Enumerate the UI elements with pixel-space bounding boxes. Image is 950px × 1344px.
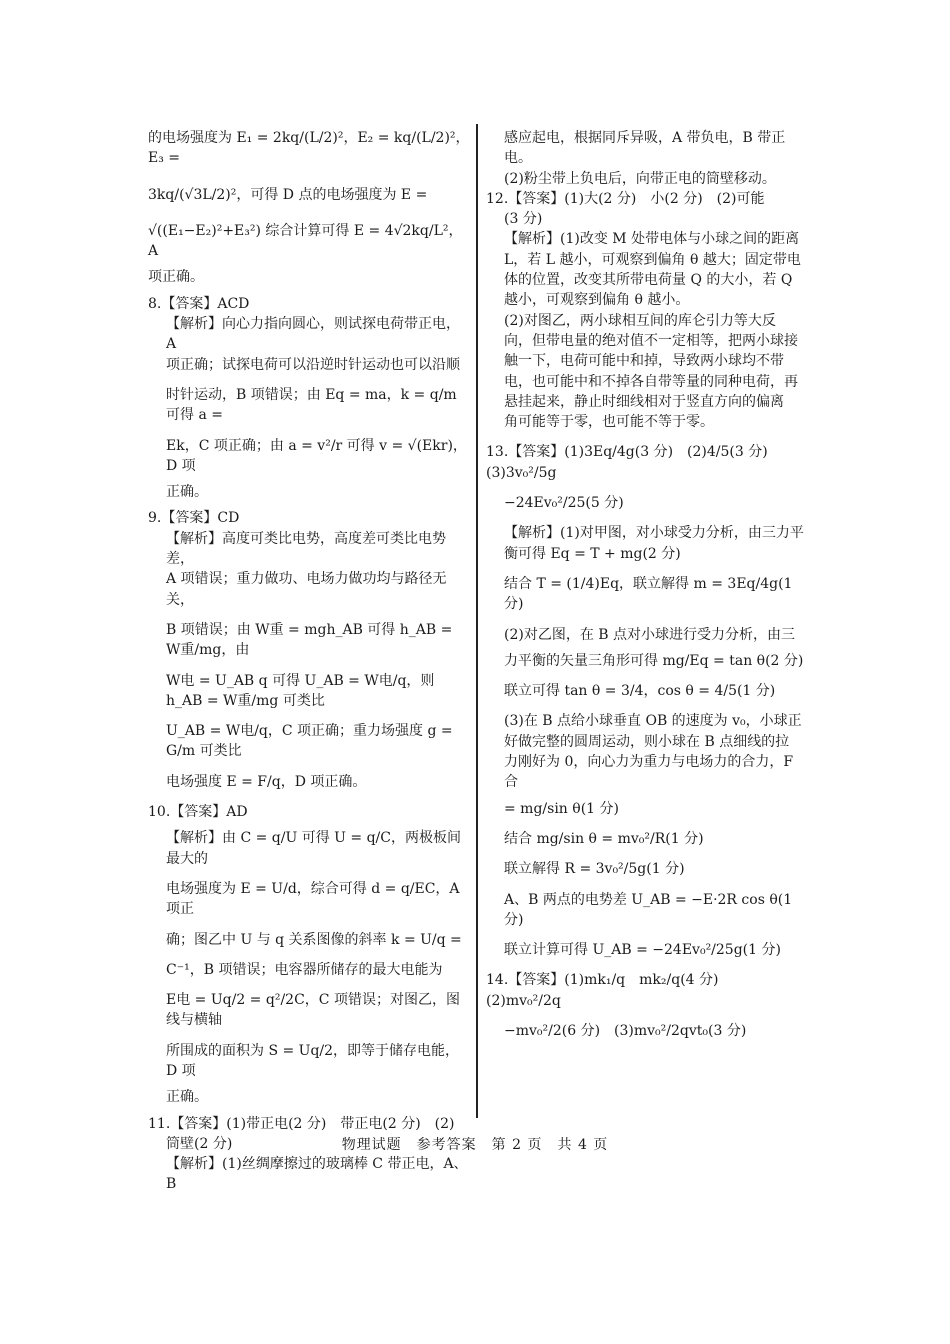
text-line: (2)对乙图，在 B 点对小球进行受力分析，由三 xyxy=(504,626,796,643)
text-line: 确；图乙中 U 与 q 关系图像的斜率 k = U/q = xyxy=(166,931,462,948)
text-line: (2)粉尘带上负电后，向带正电的筒壁移动。 xyxy=(504,170,776,187)
text-line: 联立解得 R = 3v₀²/5g(1 分) xyxy=(504,861,685,878)
text-line: 结合 T = (1/4)Eq，联立解得 m = 3Eq/4g(1 分) xyxy=(504,575,793,613)
text-line: (2)对图乙，两小球相互间的库仑引力等大反 xyxy=(504,312,776,329)
text-line: 好做完整的圆周运动，则小球在 B 点细线的拉 xyxy=(504,733,790,750)
text-line: 感应起电，根据同斥异吸，A 带负电，B 带正电。 xyxy=(504,130,786,167)
text-line: 【解析】由 C = q/U 可得 U = q/C，两极板间最大的 xyxy=(166,830,461,867)
text-line: U_AB = W电/q，C 项正确；重力场强度 g = G/m 可类比 xyxy=(166,723,453,760)
text-line: (3 分) xyxy=(504,211,543,228)
text-line: 悬挂起来，静止时细线相对于竖直方向的偏离 xyxy=(504,393,784,410)
text-line: A 项错误；重力做功、电场力做功均与路径无关， xyxy=(166,571,447,608)
text-line: 越小，可观察到偏角 θ 越小。 xyxy=(504,292,690,309)
text-line: 【解析】(1)丝绸摩擦过的玻璃棒 C 带正电，A、B xyxy=(166,1156,468,1193)
text-line: 项正确。 xyxy=(148,269,204,286)
answer-heading-q12: 12.【答案】(1)大(2 分) 小(2 分) (2)可能 xyxy=(486,190,765,207)
text-line: E电 = Uq/2 = q²/2C，C 项错误；对图乙，图线与横轴 xyxy=(166,992,460,1029)
text-line: 向，但带电量的绝对值不一定相等，把两小球接 xyxy=(504,332,798,349)
text-line: 项正确；试探电荷可以沿逆时针运动也可以沿顺 xyxy=(166,356,460,373)
text-line: −24Ev₀²/25(5 分) xyxy=(504,495,624,512)
text-line: 体的位置，改变其所带电荷量 Q 的大小，若 Q xyxy=(504,272,793,289)
text-line: = mg/sin θ(1 分) xyxy=(504,800,619,817)
text-line: 角可能等于零，也可能不等于零。 xyxy=(504,414,714,431)
answer-heading-q11: 11.【答案】(1)带正电(2 分) 带正电(2 分) (2) xyxy=(148,1115,455,1132)
text-line: 正确。 xyxy=(166,484,208,501)
answer-heading-q10: 10.【答案】AD xyxy=(148,804,248,821)
answer-heading-q9: 9.【答案】CD xyxy=(148,510,240,527)
text-line: 3kq/(√3L/2)²，可得 D 点的电场强度为 E = xyxy=(148,186,428,203)
answer-heading-q13: 13.【答案】(1)3Eq/4g(3 分) (2)4/5(3 分) (3)3v₀²/5g xyxy=(486,444,782,481)
text-line: 【解析】向心力指向圆心，则试探电荷带正电，A xyxy=(166,316,460,353)
text-line: B 项错误；由 W重 = mgh_AB 可得 h_AB = W重/mg，由 xyxy=(166,621,453,659)
text-line: 【解析】高度可类比电势，高度差可类比电势差， xyxy=(166,530,446,568)
text-line: 力刚好为 0，向心力为重力与电场力的合力，F合 xyxy=(504,754,794,791)
text-line: 结合 mg/sin θ = mv₀²/R(1 分) xyxy=(504,830,704,847)
text-line: 联立可得 tan θ = 3/4，cos θ = 4/5(1 分) xyxy=(504,683,776,700)
text-line: 正确。 xyxy=(166,1089,208,1106)
text-line: 的电场强度为 E₁ = 2kq/(L/2)²，E₂ = kq/(L/2)²，E₃ = xyxy=(148,130,470,167)
text-line: (3)在 B 点给小球垂直 OB 的速度为 v₀，小球正 xyxy=(504,713,802,730)
text-line: Ek，C 项正确；由 a = v²/r 可得 v = √(Ekr)，D 项 xyxy=(166,437,467,474)
text-line: 电，也可能中和不掉各自带等量的同种电荷，再 xyxy=(504,373,798,390)
answer-heading-q8: 8.【答案】ACD xyxy=(148,295,250,312)
text-line: 力平衡的矢量三角形可得 mg/Eq = tan θ(2 分) xyxy=(504,652,804,669)
text-line: 【解析】(1)改变 M 处带电体与小球之间的距离 xyxy=(504,231,800,248)
text-line: √((E₁−E₂)²+E₃²) 综合计算可得 E = 4√2kq/L²，A xyxy=(148,222,463,260)
column-divider xyxy=(476,124,478,1118)
left-column xyxy=(148,128,470,1195)
text-line: 电场强度 E = F/q，D 项正确。 xyxy=(166,773,367,790)
text-line: W电 = U_AB q 可得 U_AB = W电/q，则 h_AB = W重/mg 可类比 xyxy=(166,672,435,709)
text-line: 时针运动，B 项错误；由 Eq = ma，k = q/m 可得 a = xyxy=(166,386,457,424)
text-line: C⁻¹，B 项错误；电容器所储存的最大电能为 xyxy=(166,961,443,978)
text-line: 【解析】(1)对甲图，对小球受力分析，由三力平 xyxy=(504,525,804,542)
page-footer: 物理试题 参考答案 第 2 页 共 4 页 xyxy=(341,1137,609,1153)
text-line: 筒壁(2 分) xyxy=(166,1135,233,1152)
text-line: 联立计算可得 U_AB = −24Ev₀²/25g(1 分) xyxy=(504,942,781,959)
text-line: −mv₀²/2(6 分) (3)mv₀²/2qvt₀(3 分) xyxy=(504,1022,747,1039)
text-line: 电场强度为 E = U/d，综合可得 d = q/EC，A 项正 xyxy=(166,880,460,918)
text-line: 衡可得 Eq = T + mg(2 分) xyxy=(504,545,681,562)
text-line: A、B 两点的电势差 U_AB = −E·2R cos θ(1 分) xyxy=(504,891,793,928)
right-column xyxy=(486,128,804,1041)
answer-heading-q14: 14.【答案】(1)mk₁/q mk₂/q(4 分) (2)mv₀²/2q xyxy=(486,972,733,1009)
text-line: 所围成的面积为 S = Uq/2，即等于储存电能，D 项 xyxy=(166,1042,460,1079)
text-line: L，若 L 越小，可观察到偏角 θ 越大；固定带电 xyxy=(504,251,801,268)
text-line: 触一下，电荷可能中和掉，导致两小球均不带 xyxy=(504,353,784,370)
